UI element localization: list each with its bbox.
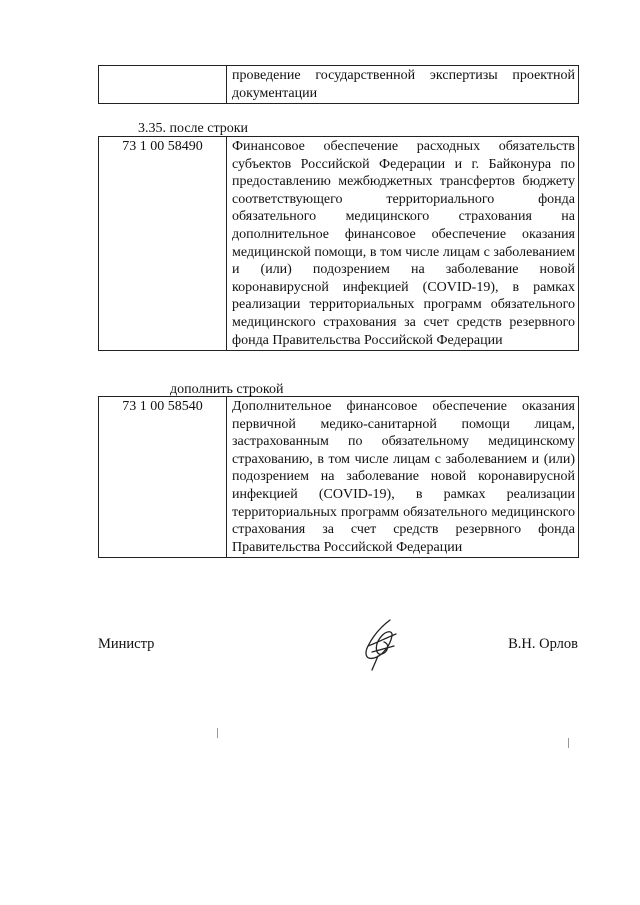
table-row (99, 66, 579, 104)
budget-code-cell: 73 1 00 58540 (99, 397, 227, 558)
budget-code-cell (99, 66, 227, 104)
table-new-row (98, 396, 579, 558)
caption-add-row: дополнить строкой (170, 382, 284, 397)
scan-artifact (568, 738, 569, 748)
description-cell: проведение государственной экспертизы проектной документации (227, 66, 579, 104)
table-row (99, 397, 579, 558)
signatory-name: В.Н. Орлов (508, 636, 578, 652)
table-after-row (98, 136, 579, 351)
signatory-title: Министр (98, 636, 155, 652)
handwritten-signature (360, 616, 402, 672)
caption-after-row: 3.35. после строки (138, 121, 249, 136)
description-cell: Финансовое обеспечение расходных обязательств субъектов Российской Федерации и г. Байконура по предоставлению межбюджетных трансфертов бюджету соответствующего территориального фонда обязательного медицинского страхования на дополнительное финансовое обеспечение оказания медицинской помощи, в том числе лицам с заболеванием и (или) подозрением на заболевание новой коронавирусной инфекцией (COVID-19), в рамках реализации территориальных программ обязательного медицинского страхования за счет средств резервного фонда Правительства Российской Федерации (227, 137, 579, 351)
scan-artifact (217, 728, 218, 738)
table-row (99, 137, 579, 351)
budget-code-cell: 73 1 00 58490 (99, 137, 227, 351)
table-previous-row (98, 65, 579, 104)
description-cell: Дополнительное финансовое обеспечение оказания первичной медико-санитарной помощи лицам, застрахованным по обязательному медицинскому страхованию, в том числе лицам с заболеванием и (или) подозрением на заболевание новой коронавирусной инфекцией (COVID-19), в рамках реализации территориальных программ обязательного медицинского страхования за счет средств резервного фонда Правительства Российской Федерации (227, 397, 579, 558)
